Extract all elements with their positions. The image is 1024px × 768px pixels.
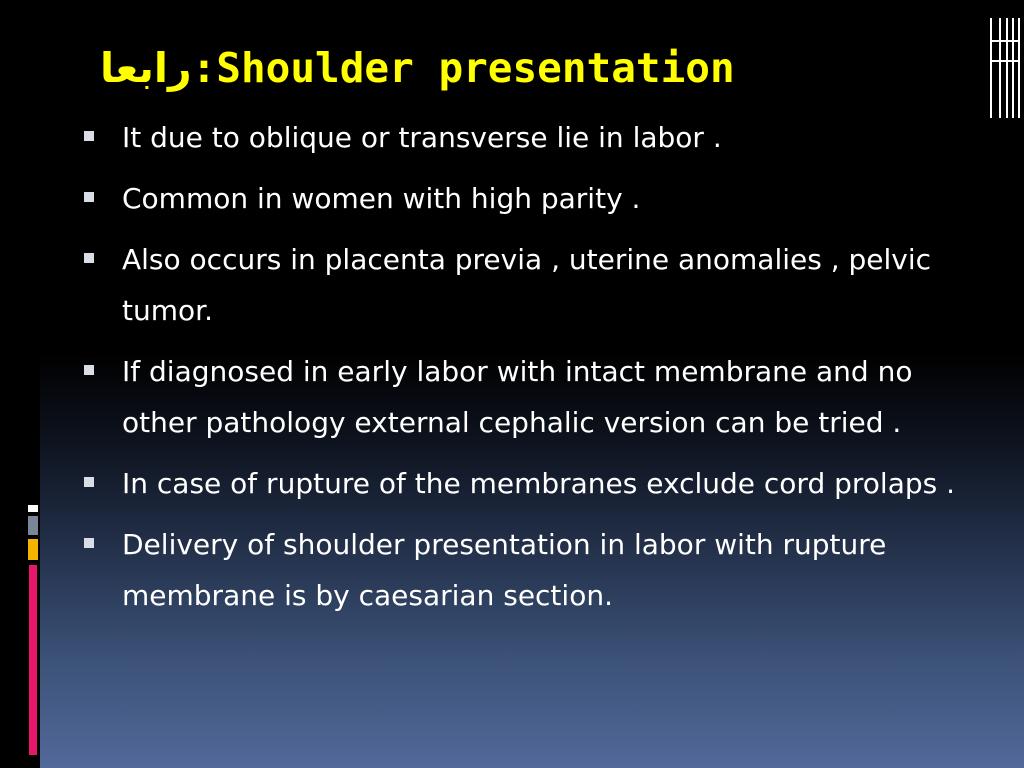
title-separator: :	[191, 44, 217, 92]
bullet-item	[82, 112, 992, 163]
title-arabic: رابعا	[100, 44, 192, 92]
bullet-text: Also occurs in placenta previa , uterine anomalies , pelvic tumor.	[122, 243, 932, 327]
decorative-pink-bar	[29, 565, 37, 755]
square-bullet-icon	[84, 538, 94, 548]
square-bullet-icon	[84, 365, 94, 375]
bullet-item	[82, 346, 992, 448]
bullet-text: If diagnosed in early labor with intact membrane and no other pathology external cephalic version can be tried .	[122, 355, 913, 439]
bullet-text: Common in women with high parity .	[122, 182, 641, 215]
square-bullet-icon	[84, 253, 94, 263]
decorative-gray-block	[28, 516, 38, 535]
bullet-text: It due to oblique or transverse lie in labor .	[122, 121, 722, 154]
decorative-white-bar	[28, 505, 38, 512]
decorative-yellow-block	[28, 539, 38, 560]
bullet-item	[82, 458, 992, 509]
bullet-list	[82, 112, 992, 631]
bullet-text: In case of rupture of the membranes exclude cord prolaps .	[122, 467, 956, 500]
bullet-item	[82, 519, 992, 621]
window-icon	[990, 18, 1020, 118]
square-bullet-icon	[84, 477, 94, 487]
slide-title	[100, 36, 930, 100]
bullet-item	[82, 173, 992, 224]
bullet-item	[82, 234, 992, 336]
square-bullet-icon	[84, 192, 94, 202]
bullet-text: Delivery of shoulder presentation in labor with rupture membrane is by caesarian section.	[122, 528, 887, 612]
square-bullet-icon	[84, 131, 94, 141]
title-english: Shoulder presentation	[216, 44, 735, 92]
